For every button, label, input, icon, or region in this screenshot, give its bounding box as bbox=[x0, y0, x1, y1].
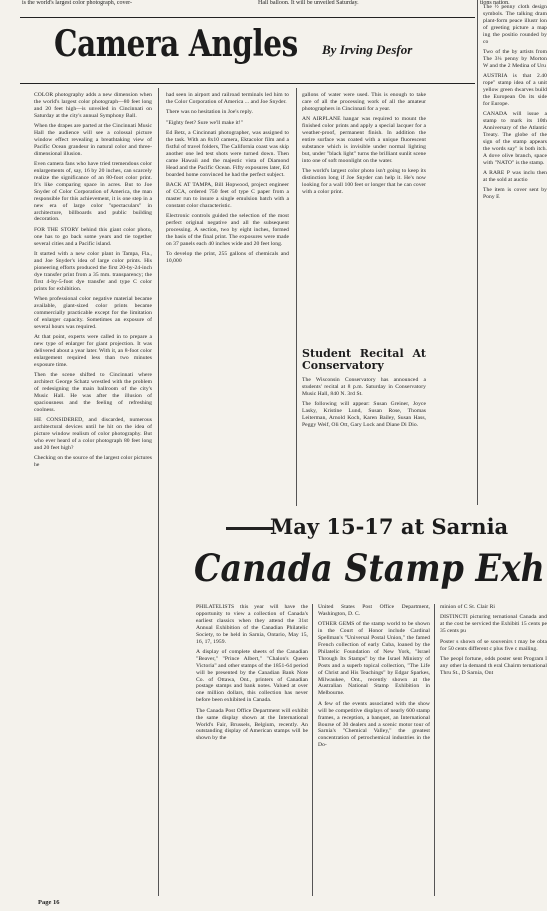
paragraph: A RARE P was inclu then at the sold at auctio bbox=[483, 169, 547, 183]
paragraph: Electronic controls guided the selection of the most perfect original negative and all the subsequent processing. A section, two by eight inches, formed the basis of the final print. The exposures were made on 37 panels each 40 inches wide and 20 feet long. bbox=[166, 213, 289, 247]
stamp-news-column bbox=[483, 4, 547, 504]
paragraph: There was no hesitation in Joe's reply. bbox=[166, 109, 253, 116]
article-column-3 bbox=[302, 92, 426, 342]
previous-article-tail bbox=[0, 0, 547, 18]
paragraph: A few of the events associated with the show will be competitive displays of nearly 600 stamp frames, a reception, a banquet, an International Bourse of 30 dealers and a scenic motor tour of Sarnia's "Chemical Valley," the greatest concentration of petrochemical industries in the Do- bbox=[318, 700, 430, 749]
paragraph: Poster s shown of se souvenirs t may be obta for 50 cents different c plus five c mailing. bbox=[440, 638, 547, 652]
divider bbox=[20, 17, 475, 18]
prev-text-col2: Hall balloon. It will be unveiled Saturday. bbox=[258, 0, 359, 6]
paragraph: COLOR photography adds a new dimension when the world's largest color photograph—80 feet long and 20 feet high—is unveiled in Cincinnati on Saturday at the city's annual Symphony Ball. bbox=[34, 92, 152, 119]
paragraph: United States Post Office Department, Washington, D. C. bbox=[318, 604, 430, 617]
paragraph: AN AIRPLANE hangar was required to mount the finished color prints and apply a special lacquer for a weather-proof, permanent finish. In addition the entire surface was coated with a unique fluorescent substance which is invisible under normal lighting but, under "black light" turns the brilliant sunlit scene into one of soft moonlight on the water. bbox=[302, 116, 426, 164]
byline: By Irving Desfor bbox=[322, 42, 413, 57]
paragraph: The following will appear: Susan Greiner, Joyce Lasky, Kristine Lund, Susan Rose, Thomas Leiterman, Arnold Koch, Karen Bailey, Susan Hass, Peggy Weif, Oli Ott, Gary Lock and Diane Di Dio. bbox=[302, 401, 426, 428]
banner-rule bbox=[226, 527, 274, 530]
paragraph: To develop the print, 255 gallons of chemicals and 10,000 bbox=[166, 251, 289, 265]
paragraph: The peopl fortune, odds poster sent Program I any other la demand th eral Chairm ternational Thru St., D Sarnia, Ont bbox=[440, 655, 547, 676]
column-divider bbox=[296, 88, 297, 506]
paragraph: At that point, experts were called in to prepare a new type of enlarger for giant projection. It was delivered about a year later. With it, an 8-foot color enlargement required less than two minutes exposure time. bbox=[34, 334, 152, 368]
column-divider bbox=[312, 604, 313, 896]
paragraph: had seen in airport and railroad terminals led him to the Color Corporation of America ... and Joe Snyder. bbox=[166, 92, 289, 105]
page-number: Page 16 bbox=[38, 899, 60, 906]
paragraph: HE CONSIDERED, and discarded, numerous architectural devices until he hit on the idea of picture window realism of color photography. But who ever heard of a color photograph 80 feet long and 20 feet high? bbox=[34, 416, 152, 451]
kicker-headline: May 15-17 at Sarnia bbox=[270, 514, 509, 539]
paragraph: The item is cover sent by Pony E bbox=[483, 187, 547, 201]
article-column-2 bbox=[166, 92, 289, 502]
column-divider bbox=[158, 88, 159, 896]
column-divider bbox=[434, 604, 435, 896]
paragraph: "Eighty feet? Sure we'll make it!" bbox=[166, 119, 244, 126]
article-headline: Camera Angles bbox=[54, 23, 298, 65]
paragraph: The world's largest color photo isn't going to keep its distinction long if Joe Snyder can help it. He's now looking for a wall 100 feet or longer that he can cover with a color print. bbox=[302, 168, 426, 195]
paragraph: CANADA will issue a stamp to mark its 10th Anniversary of the Atlantic Treaty. The globe of the sign of the stamp appears the words say" is both itch. A dove olive branch, space with "NATO" is the stamp. bbox=[483, 111, 547, 166]
paragraph: When professional color negative material became available, giant-sized color prints became commercially practicable except for the limitation of enlarger capacity. Sometimes an exposure of several hours was required. bbox=[34, 295, 152, 330]
paragraph: The ½ penny cloth design symbols. The talking dram plant-form peace illustr lon of greeting picture a map ing the positio rounded by co bbox=[483, 4, 547, 45]
paragraph: FOR THE STORY behind this giant color photo, one has to go back some years and tie together several cities and a Pacific island. bbox=[34, 226, 152, 247]
prev-text-col1: is the world's largest color photograph, cover- bbox=[22, 0, 132, 6]
stamp-column-2 bbox=[318, 604, 430, 896]
paragraph: Even camera fans who have tried tremendous color enlargements of, say, 16 by 20 inches, can scarcely realize the significance of an 80-foot color print. It's like comparing space in acres. But to Joe Snyder of Color Corporation of America, the man responsible for this achievement, it is one step in a new era of large color "spectaculars" in architecture, billboards and public building decoration. bbox=[34, 161, 152, 223]
prev-text-col3: tions nation. bbox=[480, 0, 510, 6]
paragraph: Two of the by artists from The 3¼ penny by Morton W and the 2 Medina of Uru bbox=[483, 48, 547, 69]
paragraph: OTHER GEMS of the stamp world to be shown in the Court of Honor include Cardinal Spellman's "Universal Postal Union," the famed French collection of early Cuba, loaned by the Philatelic Foundation of New York, "Israel Through Its Stamps" by the Israel Ministry of Posts and a superb topical collection, "The Life of Christ and His Teachings" by Edgar Sparkes, Milwaukee, Ont., recently shown at the Australian National Stamp Exhibition in Melbourne. bbox=[318, 621, 430, 697]
stamp-article-headline: Canada Stamp Exh bbox=[194, 546, 545, 590]
paragraph: AUSTRIA is that 2.40 rope" stamp idea of a unit yellow green dwarves build the European On its side for Europe. bbox=[483, 73, 547, 107]
paragraph: BACK AT TAMPA, Bill Hopwood, project engineer of CCA, ordered 750 feet of type C paper from a master run to insure a single emulsion batch with a constant color characteristic. bbox=[166, 181, 289, 209]
column-divider bbox=[477, 0, 478, 505]
article-column-1 bbox=[34, 92, 152, 896]
recital-headline: Student Recital At Conservatory bbox=[302, 348, 426, 372]
paragraph: Checking on the source of the largest color pictures he bbox=[34, 455, 152, 468]
paragraph: minion of C St. Clair Ri bbox=[440, 604, 495, 610]
paragraph: The Canada Post Office Department will exhibit the same display shown at the International World's Fair, Brussels, Belgium, recently. An outstanding display of American stamps will be shown by the bbox=[196, 707, 308, 742]
paragraph: A display of complete sheets of the Canadian "Beaver," "Prince Albert," "Chalon's Queen Victoria" and other stamps of the 1851-64 period will be presented by the Canadian Bank Note Co. of Ottawa, Ont., printers of Canadian postage stamps and bank notes. Valued at over one million dollars, this collection has never before been exhibited in Canada. bbox=[196, 648, 308, 704]
paragraph: gallons of water were used. This is enough to take care of all the processing work of all the amateur photographers in Cincinnati for a year. bbox=[302, 92, 426, 112]
divider bbox=[20, 83, 475, 84]
paragraph: PHILATELISTS this year will have the opportunity to view a collection of Canada's earliest classics when they attend the 31st Annual Exhibition of the Canadian Philatelic Society, to be held in Sarnia, Ontario, May 15, 16, 17, 1959. bbox=[196, 604, 308, 645]
paragraph: The Wisconsin Conservatory has announced a students' recital at 8 p.m. Saturday in Conservatory Music Hall, 840 N. 3rd St. bbox=[302, 377, 426, 397]
paragraph: It started with a new color plant in Tampa, Fla., and Joe Snyder's idea of large color prints. His pioneering efforts produced the first 20-by-24-inch dye transfer print from a 35 mm. transparency; the first 4-by-5-foot dye transfer and type C color prints for exhibition. bbox=[34, 251, 152, 292]
paragraph: DISTINCTI picturing ternational Canada and at the cost be serviced the Exhibiti 15 cents pe 35 cents pu bbox=[440, 614, 547, 635]
stamp-column-1 bbox=[196, 604, 308, 896]
paragraph: When the drapes are parted at the Cincinnati Music Hall the audience will see a colossal picture window effect revealing a breathtaking view of Pacific Ocean grandeur in natural color and three-dimensional illusion. bbox=[34, 123, 152, 157]
recital-article bbox=[302, 348, 426, 506]
paragraph: Ed Betz, a Cincinnati photographer, was assigned to the task. With an 8x10 camera, Ektacolor film and a fistful of travel folders, The California coast was skip another one led test shots were turned down. Then came Hawaii and the majestic vista of Diamond Head and the Pacific Ocean. Fifty exposures later, Ed boarded home convinced he had the perfect subject. bbox=[166, 130, 289, 178]
stamp-column-3 bbox=[440, 604, 547, 896]
paragraph: Then the scene shifted to Cincinnati where architect George Schatz wrestled with the problem of redesigning the main ballroom of the city's Music Hall. He was after the illusion of spaciousness and the feeling of refreshing coolness. bbox=[34, 372, 152, 413]
